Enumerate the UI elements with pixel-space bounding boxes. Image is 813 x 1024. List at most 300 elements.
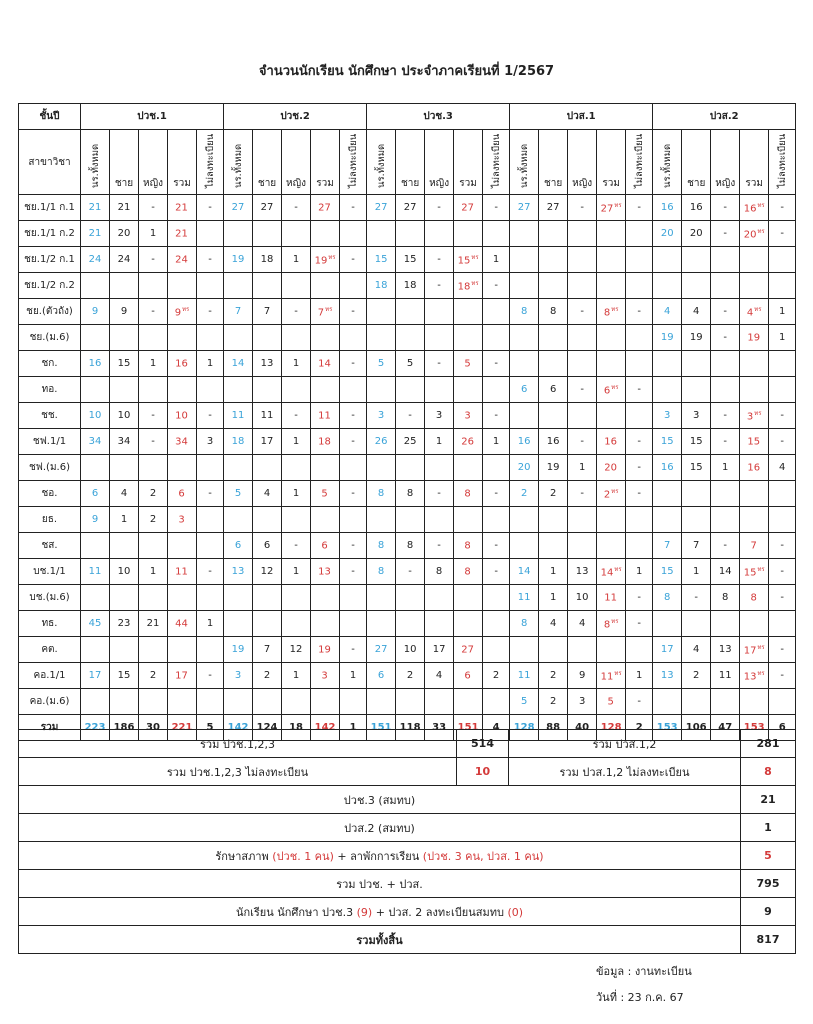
total-female: 40 [568, 715, 597, 741]
cell-female: - [282, 299, 311, 325]
cell-female [425, 325, 454, 351]
cell-sum-value: 8 [603, 619, 611, 631]
cell-female: - [425, 273, 454, 299]
cell-male [539, 533, 568, 559]
sub-header-label: ชาย [400, 178, 420, 189]
cell-total-students: 2 [510, 481, 539, 507]
cell-male [253, 611, 282, 637]
cell-total-students [367, 585, 396, 611]
cell-unregistered [197, 221, 224, 247]
cell-male [539, 351, 568, 377]
cell-female [568, 351, 597, 377]
cell-female [425, 377, 454, 403]
cell-male [110, 377, 139, 403]
sub-header-cell [653, 130, 682, 195]
cell-sum [311, 689, 340, 715]
cell-unregistered [626, 507, 653, 533]
cell-total-students: 18 [367, 273, 396, 299]
cell-sum [168, 637, 197, 663]
cell-unregistered [483, 611, 510, 637]
cell-sum-value: 18 [457, 281, 471, 293]
cell-male: 34 [110, 429, 139, 455]
cell-total-students [653, 689, 682, 715]
total-female: 47 [711, 715, 740, 741]
cell-male: 5 [396, 351, 425, 377]
cell-sum-value: 44 [175, 618, 188, 630]
cell-male: 20 [110, 221, 139, 247]
cell-unregistered [769, 611, 796, 637]
pvs-unreg-label: รวม ปวส.1,2 ไม่ลงทะเบียน [509, 758, 741, 786]
cell-sum-value: 27 [461, 202, 474, 214]
total-female: 30 [139, 715, 168, 741]
cell-sum [311, 611, 340, 637]
cell-male: 16 [539, 429, 568, 455]
summary-table [18, 729, 796, 954]
cell-sum [168, 403, 197, 429]
cell-female: 21 [139, 611, 168, 637]
cell-total-students [367, 689, 396, 715]
cell-total-students [224, 221, 253, 247]
cell-total-students: 8 [510, 611, 539, 637]
major-label: บช.1/1 [19, 559, 81, 585]
cell-sum [454, 299, 483, 325]
total-students: 223 [81, 715, 110, 741]
cell-total-students [224, 325, 253, 351]
cell-female [425, 299, 454, 325]
cell-unregistered: 1 [769, 299, 796, 325]
cell-total-students [81, 533, 110, 559]
cell-unregistered: - [483, 351, 510, 377]
sub-header-cell [168, 130, 197, 195]
cell-female: 3 [425, 403, 454, 429]
cell-unregistered: - [197, 299, 224, 325]
cell-sum [311, 507, 340, 533]
cell-male: 10 [110, 559, 139, 585]
cell-unregistered: 1 [626, 559, 653, 585]
cell-male: 15 [682, 455, 711, 481]
cell-sum [454, 481, 483, 507]
cell-male [539, 403, 568, 429]
total-unregistered: 1 [340, 715, 367, 741]
cell-sum-note: ทร [754, 410, 762, 418]
pvc-total-value: 514 [457, 730, 509, 758]
cell-sum [597, 507, 626, 533]
pvc3-value: 21 [741, 786, 796, 814]
cell-sum-value: 21 [175, 202, 188, 214]
cell-total-students [81, 689, 110, 715]
cell-total-students: 19 [653, 325, 682, 351]
cell-male [253, 325, 282, 351]
sub-header-label: หญิง [286, 178, 307, 189]
cell-male [396, 455, 425, 481]
cell-sum-value: 14 [600, 567, 614, 579]
cell-total-students [510, 637, 539, 663]
sub-header-cell [626, 130, 653, 195]
cell-total-students [653, 351, 682, 377]
cell-sum [597, 559, 626, 585]
cell-male [396, 585, 425, 611]
cell-male [110, 689, 139, 715]
cell-total-students: 18 [224, 429, 253, 455]
cell-sum-note: ทร [614, 202, 622, 210]
cell-male: 19 [539, 455, 568, 481]
cell-sum [740, 221, 769, 247]
sub-header-cell [568, 130, 597, 195]
major-label: ชย.(ตัวถัง) [19, 299, 81, 325]
cell-sum-value: 8 [464, 488, 471, 500]
cell-sum [454, 533, 483, 559]
cell-male [539, 247, 568, 273]
cell-male: 10 [110, 403, 139, 429]
cell-female: 1 [282, 481, 311, 507]
cell-total-students [224, 273, 253, 299]
sub-header-cell [282, 130, 311, 195]
cell-sum [311, 585, 340, 611]
cell-sum [454, 247, 483, 273]
cell-unregistered: - [626, 429, 653, 455]
cell-sum [168, 273, 197, 299]
cell-female [568, 533, 597, 559]
cell-female [282, 585, 311, 611]
sub-header-label: นร.ทั้งหมด [518, 143, 530, 188]
cell-female: 4 [568, 611, 597, 637]
cell-sum [311, 533, 340, 559]
cell-male [396, 689, 425, 715]
table-row [19, 403, 796, 429]
cell-unregistered: - [769, 559, 796, 585]
cell-sum [597, 273, 626, 299]
cell-unregistered: - [626, 481, 653, 507]
major-label: ทธ. [19, 611, 81, 637]
cell-male: 2 [539, 689, 568, 715]
cell-total-students: 6 [81, 481, 110, 507]
cell-total-students [81, 377, 110, 403]
cell-sum-note: ทร [611, 306, 619, 314]
cell-female: 14 [711, 559, 740, 585]
cell-sum [740, 585, 769, 611]
cell-sum-value: 15 [743, 567, 757, 579]
all-total-value: 817 [741, 926, 796, 954]
cell-sum [740, 663, 769, 689]
cell-unregistered: 1 [483, 429, 510, 455]
cell-total-students [224, 585, 253, 611]
cell-unregistered: - [769, 585, 796, 611]
extra-value: 9 [741, 898, 796, 926]
table-row [19, 507, 796, 533]
cell-total-students: 19 [224, 247, 253, 273]
cell-total-students: 5 [224, 481, 253, 507]
cell-sum-note: ทร [757, 644, 765, 652]
pvs2-label: ปวส.2 (สมทบ) [19, 814, 741, 842]
cell-sum [597, 299, 626, 325]
cell-female: 1 [282, 559, 311, 585]
cell-female [139, 455, 168, 481]
cell-female [139, 377, 168, 403]
cell-sum-note: ทร [611, 488, 619, 496]
cell-sum-value: 10 [175, 410, 188, 422]
cell-unregistered: - [340, 403, 367, 429]
cell-unregistered: - [769, 429, 796, 455]
date-note: วันที่ : 23 ก.ค. 67 [596, 991, 684, 1004]
cell-female [711, 247, 740, 273]
total-male: 88 [539, 715, 568, 741]
cell-male [682, 247, 711, 273]
cell-male [110, 455, 139, 481]
cell-sum-value: 26 [461, 436, 474, 448]
cell-male: 9 [110, 299, 139, 325]
cell-sum [311, 663, 340, 689]
cell-total-students: 20 [653, 221, 682, 247]
cell-total-students [81, 273, 110, 299]
total-female: 18 [282, 715, 311, 741]
cell-unregistered [197, 325, 224, 351]
cell-sum [740, 507, 769, 533]
cell-sum [311, 429, 340, 455]
sub-header-cell [340, 130, 367, 195]
cell-sum-value: 11 [600, 671, 614, 683]
cell-sum [740, 559, 769, 585]
cell-sum [740, 533, 769, 559]
cell-male: 1 [110, 507, 139, 533]
cell-sum [597, 611, 626, 637]
cell-sum [597, 689, 626, 715]
cell-female [282, 273, 311, 299]
group-header: ปวส.1 [510, 104, 653, 130]
cell-female: 8 [711, 585, 740, 611]
table-row [19, 195, 796, 221]
cell-sum [740, 377, 769, 403]
cell-female: - [568, 377, 597, 403]
cell-sum-value: 20 [604, 462, 617, 474]
cell-unregistered: 1 [626, 663, 653, 689]
sub-header-cell [253, 130, 282, 195]
group-header: ปวช.1 [81, 104, 224, 130]
cell-total-students [81, 637, 110, 663]
cell-sum-value: 6 [178, 488, 185, 500]
cell-unregistered: - [340, 299, 367, 325]
cell-female [139, 689, 168, 715]
cell-unregistered: - [340, 351, 367, 377]
cell-sum [597, 351, 626, 377]
cell-female: 11 [711, 663, 740, 689]
cell-unregistered [626, 273, 653, 299]
cell-sum [740, 273, 769, 299]
cell-sum-value: 5 [464, 358, 471, 370]
cell-male: 24 [110, 247, 139, 273]
total-sum: 128 [597, 715, 626, 741]
cell-female: - [425, 533, 454, 559]
cell-sum [311, 403, 340, 429]
cell-female [568, 403, 597, 429]
sub-header-cell [597, 130, 626, 195]
cell-male [253, 455, 282, 481]
cell-unregistered: - [483, 195, 510, 221]
sub-header-label: นร.ทั้งหมด [661, 143, 673, 188]
cell-sum-value: 8 [464, 566, 471, 578]
cell-female [425, 507, 454, 533]
cell-sum-value: 19 [747, 332, 761, 344]
sub-header-label: ไม่ลงทะเบียน [776, 133, 788, 188]
cell-unregistered: 1 [769, 325, 796, 351]
cell-female [425, 455, 454, 481]
cell-total-students: 8 [367, 533, 396, 559]
cell-total-students: 45 [81, 611, 110, 637]
cell-sum-note: ทร [611, 384, 619, 392]
cell-unregistered [197, 637, 224, 663]
cell-female: 1 [282, 429, 311, 455]
cell-total-students: 3 [224, 663, 253, 689]
cell-female: 13 [711, 637, 740, 663]
cell-male [396, 221, 425, 247]
pvs-total-value: 281 [741, 730, 796, 758]
cell-sum [311, 559, 340, 585]
cell-sum [454, 663, 483, 689]
cell-unregistered: - [626, 195, 653, 221]
cell-sum [168, 351, 197, 377]
cell-unregistered: 1 [197, 611, 224, 637]
cell-female [568, 507, 597, 533]
cell-sum-value: 8 [750, 592, 757, 604]
cell-total-students [510, 247, 539, 273]
cell-female: - [425, 195, 454, 221]
pvs2-value: 1 [741, 814, 796, 842]
sub-header-cell [224, 130, 253, 195]
cell-sum-value: 16 [743, 203, 757, 215]
cell-unregistered: - [769, 663, 796, 689]
cell-total-students [224, 377, 253, 403]
cell-female: - [282, 403, 311, 429]
cell-unregistered: - [340, 637, 367, 663]
sub-header-label: รวม [316, 178, 334, 189]
sub-header-cell [396, 130, 425, 195]
cell-male: 1 [682, 559, 711, 585]
cell-sum [454, 637, 483, 663]
cell-total-students: 13 [224, 559, 253, 585]
cell-unregistered [626, 221, 653, 247]
sub-header-cell [81, 130, 110, 195]
cell-total-students: 27 [367, 637, 396, 663]
cell-female: 12 [282, 637, 311, 663]
cell-sum-value: 11 [318, 410, 331, 422]
cell-sum [168, 325, 197, 351]
sub-header-label: ไม่ลงทะเบียน [204, 133, 216, 188]
sub-header-label: ชาย [544, 178, 563, 189]
sub-header-cell [311, 130, 340, 195]
sub-header-cell [769, 130, 796, 195]
cell-sum-value: 3 [178, 514, 185, 526]
keep-status-value: 5 [741, 842, 796, 870]
total-sum: 153 [740, 715, 769, 741]
all-total-label: รวมทั้งสิ้น [19, 926, 741, 954]
cell-total-students: 14 [224, 351, 253, 377]
cell-unregistered [340, 221, 367, 247]
cell-sum [597, 325, 626, 351]
cell-unregistered: - [769, 533, 796, 559]
cell-unregistered [626, 351, 653, 377]
cell-male [253, 507, 282, 533]
cell-total-students: 7 [224, 299, 253, 325]
cell-male: 18 [396, 273, 425, 299]
sub-header-cell [510, 130, 539, 195]
sub-header-cell [740, 130, 769, 195]
cell-unregistered: - [197, 195, 224, 221]
cell-female [425, 585, 454, 611]
major-label: ชย.1/1 ก.1 [19, 195, 81, 221]
cell-male: 15 [396, 247, 425, 273]
cell-unregistered: - [483, 273, 510, 299]
cell-unregistered [483, 377, 510, 403]
cell-male: 6 [539, 377, 568, 403]
sub-header-label: ไม่ลงทะเบียน [490, 133, 502, 188]
cell-male: 7 [253, 637, 282, 663]
cell-female: 2 [139, 481, 168, 507]
cell-total-students [653, 273, 682, 299]
cell-sum-note: ทร [325, 306, 333, 314]
cell-female: 1 [139, 221, 168, 247]
cell-sum-note: ทร [614, 566, 622, 574]
cell-unregistered [483, 325, 510, 351]
cell-unregistered [340, 689, 367, 715]
cell-sum-value: 8 [464, 540, 471, 552]
sub-header-label: นร.ทั้งหมด [89, 143, 101, 188]
cell-unregistered: - [626, 377, 653, 403]
cell-total-students: 27 [367, 195, 396, 221]
cell-sum-value: 5 [321, 488, 328, 500]
cell-male: 6 [253, 533, 282, 559]
cell-sum [311, 221, 340, 247]
cell-male: - [682, 585, 711, 611]
cell-female [711, 273, 740, 299]
total-unregistered: 5 [197, 715, 224, 741]
cell-male: 15 [682, 429, 711, 455]
sub-header-label: ไม่ลงทะเบียน [347, 133, 359, 188]
cell-female [139, 585, 168, 611]
cell-female [568, 221, 597, 247]
sub-header-cell [682, 130, 711, 195]
sub-header-label: หญิง [143, 178, 163, 189]
cell-total-students: 15 [653, 429, 682, 455]
cell-total-students [653, 247, 682, 273]
cell-male: 7 [682, 533, 711, 559]
cell-sum-value: 16 [604, 436, 617, 448]
cell-sum-value: 2 [603, 489, 611, 501]
cell-sum-value: 27 [461, 644, 474, 656]
cell-male [253, 273, 282, 299]
pvs-unreg-value: 8 [741, 758, 796, 786]
cell-sum [454, 611, 483, 637]
cell-sum [597, 663, 626, 689]
cell-sum [740, 481, 769, 507]
cell-female [425, 689, 454, 715]
cell-sum [168, 455, 197, 481]
table-row [19, 247, 796, 273]
cell-female: - [711, 533, 740, 559]
cell-male: 16 [682, 195, 711, 221]
cell-sum [454, 273, 483, 299]
sub-header-cell [367, 130, 396, 195]
corner-year-label: ชั้นปี [19, 104, 81, 130]
cell-male [539, 273, 568, 299]
total-students: 142 [224, 715, 253, 741]
cell-sum [168, 533, 197, 559]
cell-female [139, 637, 168, 663]
sub-header-cell [483, 130, 510, 195]
cell-sum [168, 689, 197, 715]
cell-sum [168, 481, 197, 507]
cell-total-students: 6 [367, 663, 396, 689]
cell-female [425, 611, 454, 637]
sub-header-label: หญิง [715, 178, 736, 189]
